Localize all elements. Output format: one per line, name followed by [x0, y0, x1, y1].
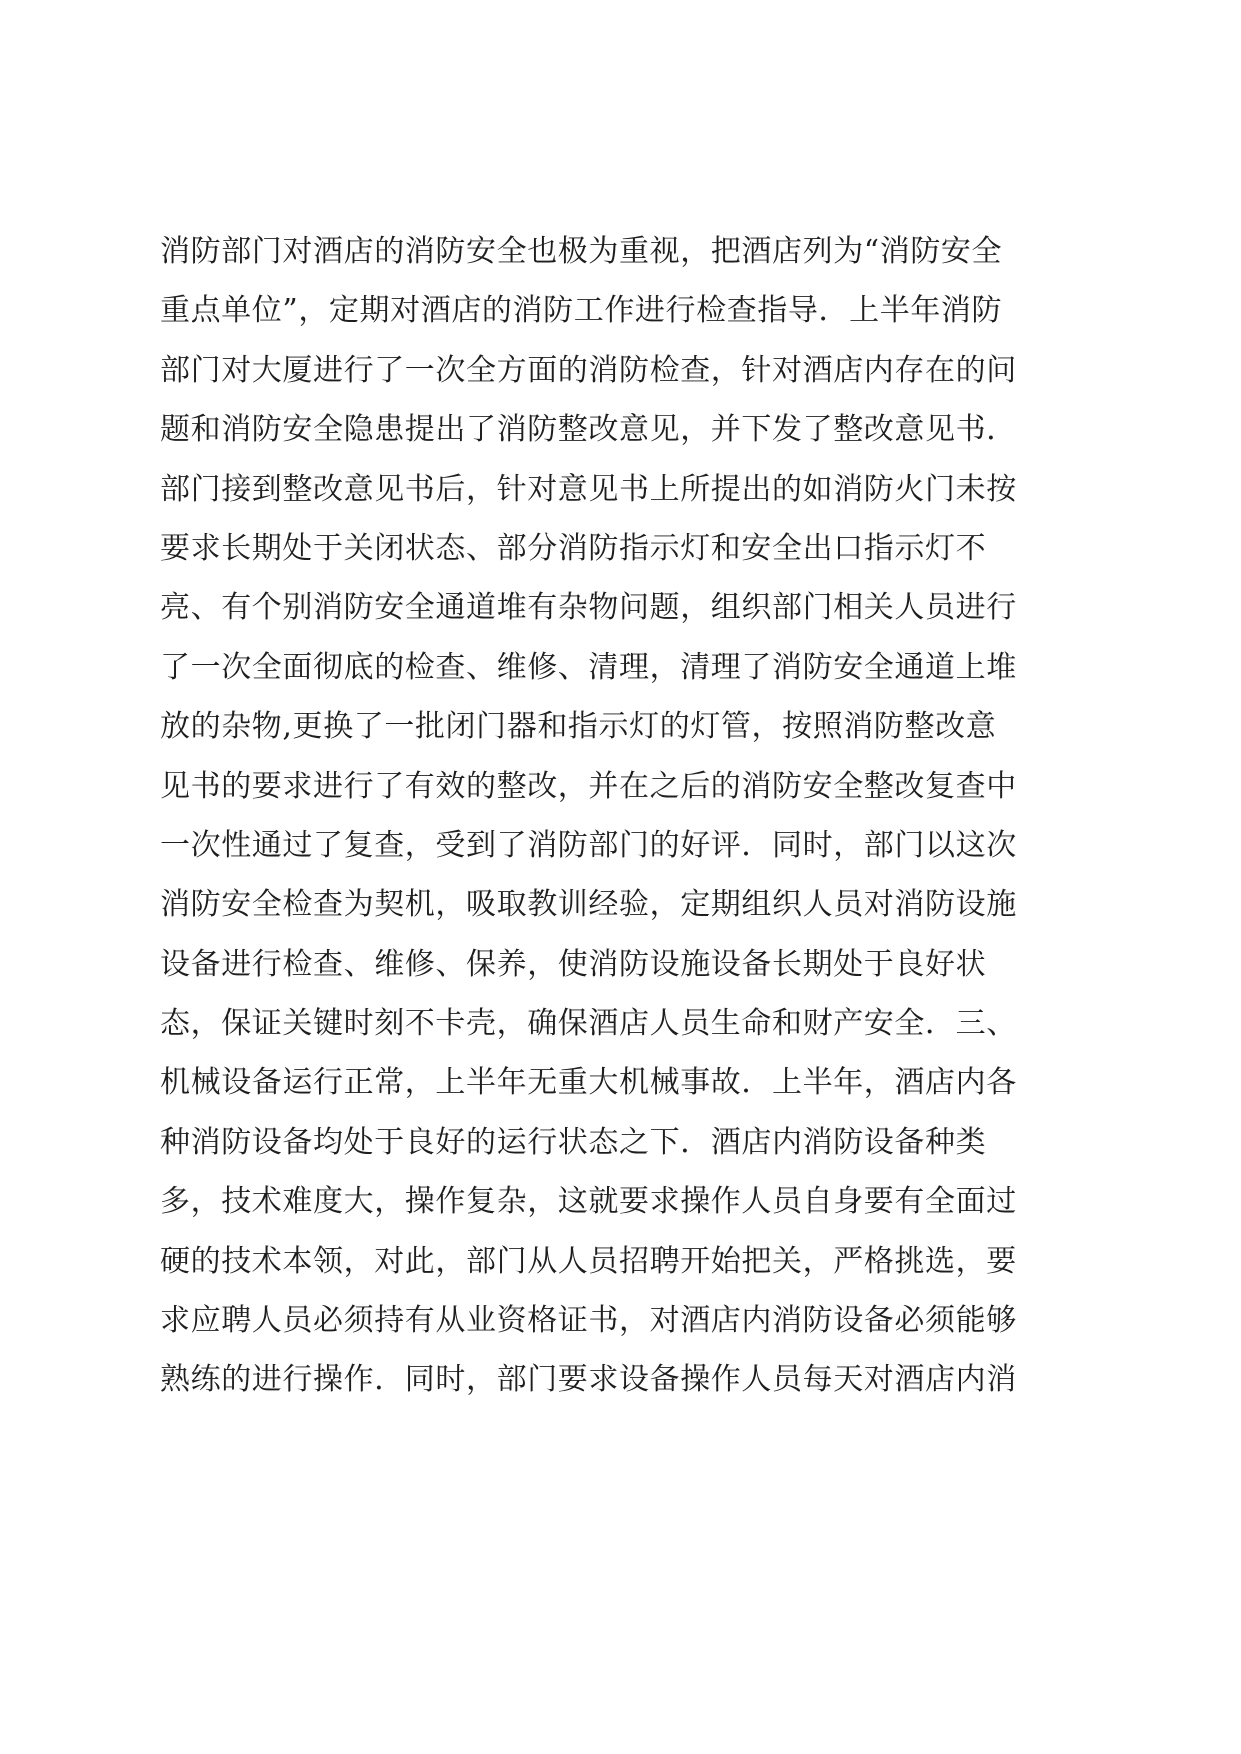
- body-paragraph: [160, 222, 1100, 1410]
- text-line: 亮、有个别消防安全通道堆有杂物问题，组织部门相关人员进行: [160, 590, 1017, 626]
- text-line: 硬的技术本领，对此，部门从人员招聘开始把关，严格挑选，要: [160, 1243, 1017, 1279]
- text-line: 要求长期处于关闭状态、部分消防指示灯和安全出口指示灯不: [160, 530, 987, 566]
- text-line: 部门接到整改意见书后，针对意见书上所提出的如消防火门未按: [160, 471, 1017, 507]
- text-line: 重点单位”，定期对酒店的消防工作进行检查指导．上半年消防: [160, 293, 1003, 329]
- text-line: 机械设备运行正常，上半年无重大机械事故．上半年，酒店内各: [160, 1065, 1017, 1101]
- text-line: 种消防设备均处于良好的运行状态之下．酒店内消防设备种类: [160, 1124, 987, 1160]
- text-line: 一次性通过了复查，受到了消防部门的好评．同时，部门以这次: [160, 827, 1017, 863]
- text-line: 熟练的进行操作．同时，部门要求设备操作人员每天对酒店内消: [160, 1362, 1017, 1398]
- text-line: 题和消防安全隐患提出了消防整改意见，并下发了整改意见书．: [160, 412, 1017, 448]
- text-line: 见书的要求进行了有效的整改，并在之后的消防安全整改复查中: [160, 768, 1017, 804]
- text-line: 消防部门对酒店的消防安全也极为重视，把酒店列为“消防安全: [160, 234, 1003, 269]
- text-line: 放的杂物,更换了一批闭门器和指示灯的灯管，按照消防整改意: [160, 709, 997, 745]
- text-line: 求应聘人员必须持有从业资格证书，对酒店内消防设备必须能够: [160, 1303, 1017, 1339]
- text-line: 消防安全检查为契机，吸取教训经验，定期组织人员对消防设施: [160, 887, 1017, 923]
- text-line: 设备进行检查、维修、保养，使消防设施设备长期处于良好状: [160, 946, 987, 982]
- text-line: 了一次全面彻底的检查、维修、清理，清理了消防安全通道上堆: [160, 649, 1017, 685]
- text-line: 部门对大厦进行了一次全方面的消防检查，针对酒店内存在的问: [160, 352, 1017, 388]
- text-line: 多，技术难度大，操作复杂，这就要求操作人员自身要有全面过: [160, 1184, 1017, 1220]
- text-line: 态，保证关键时刻不卡壳，确保酒店人员生命和财产安全．三、: [160, 1006, 1017, 1042]
